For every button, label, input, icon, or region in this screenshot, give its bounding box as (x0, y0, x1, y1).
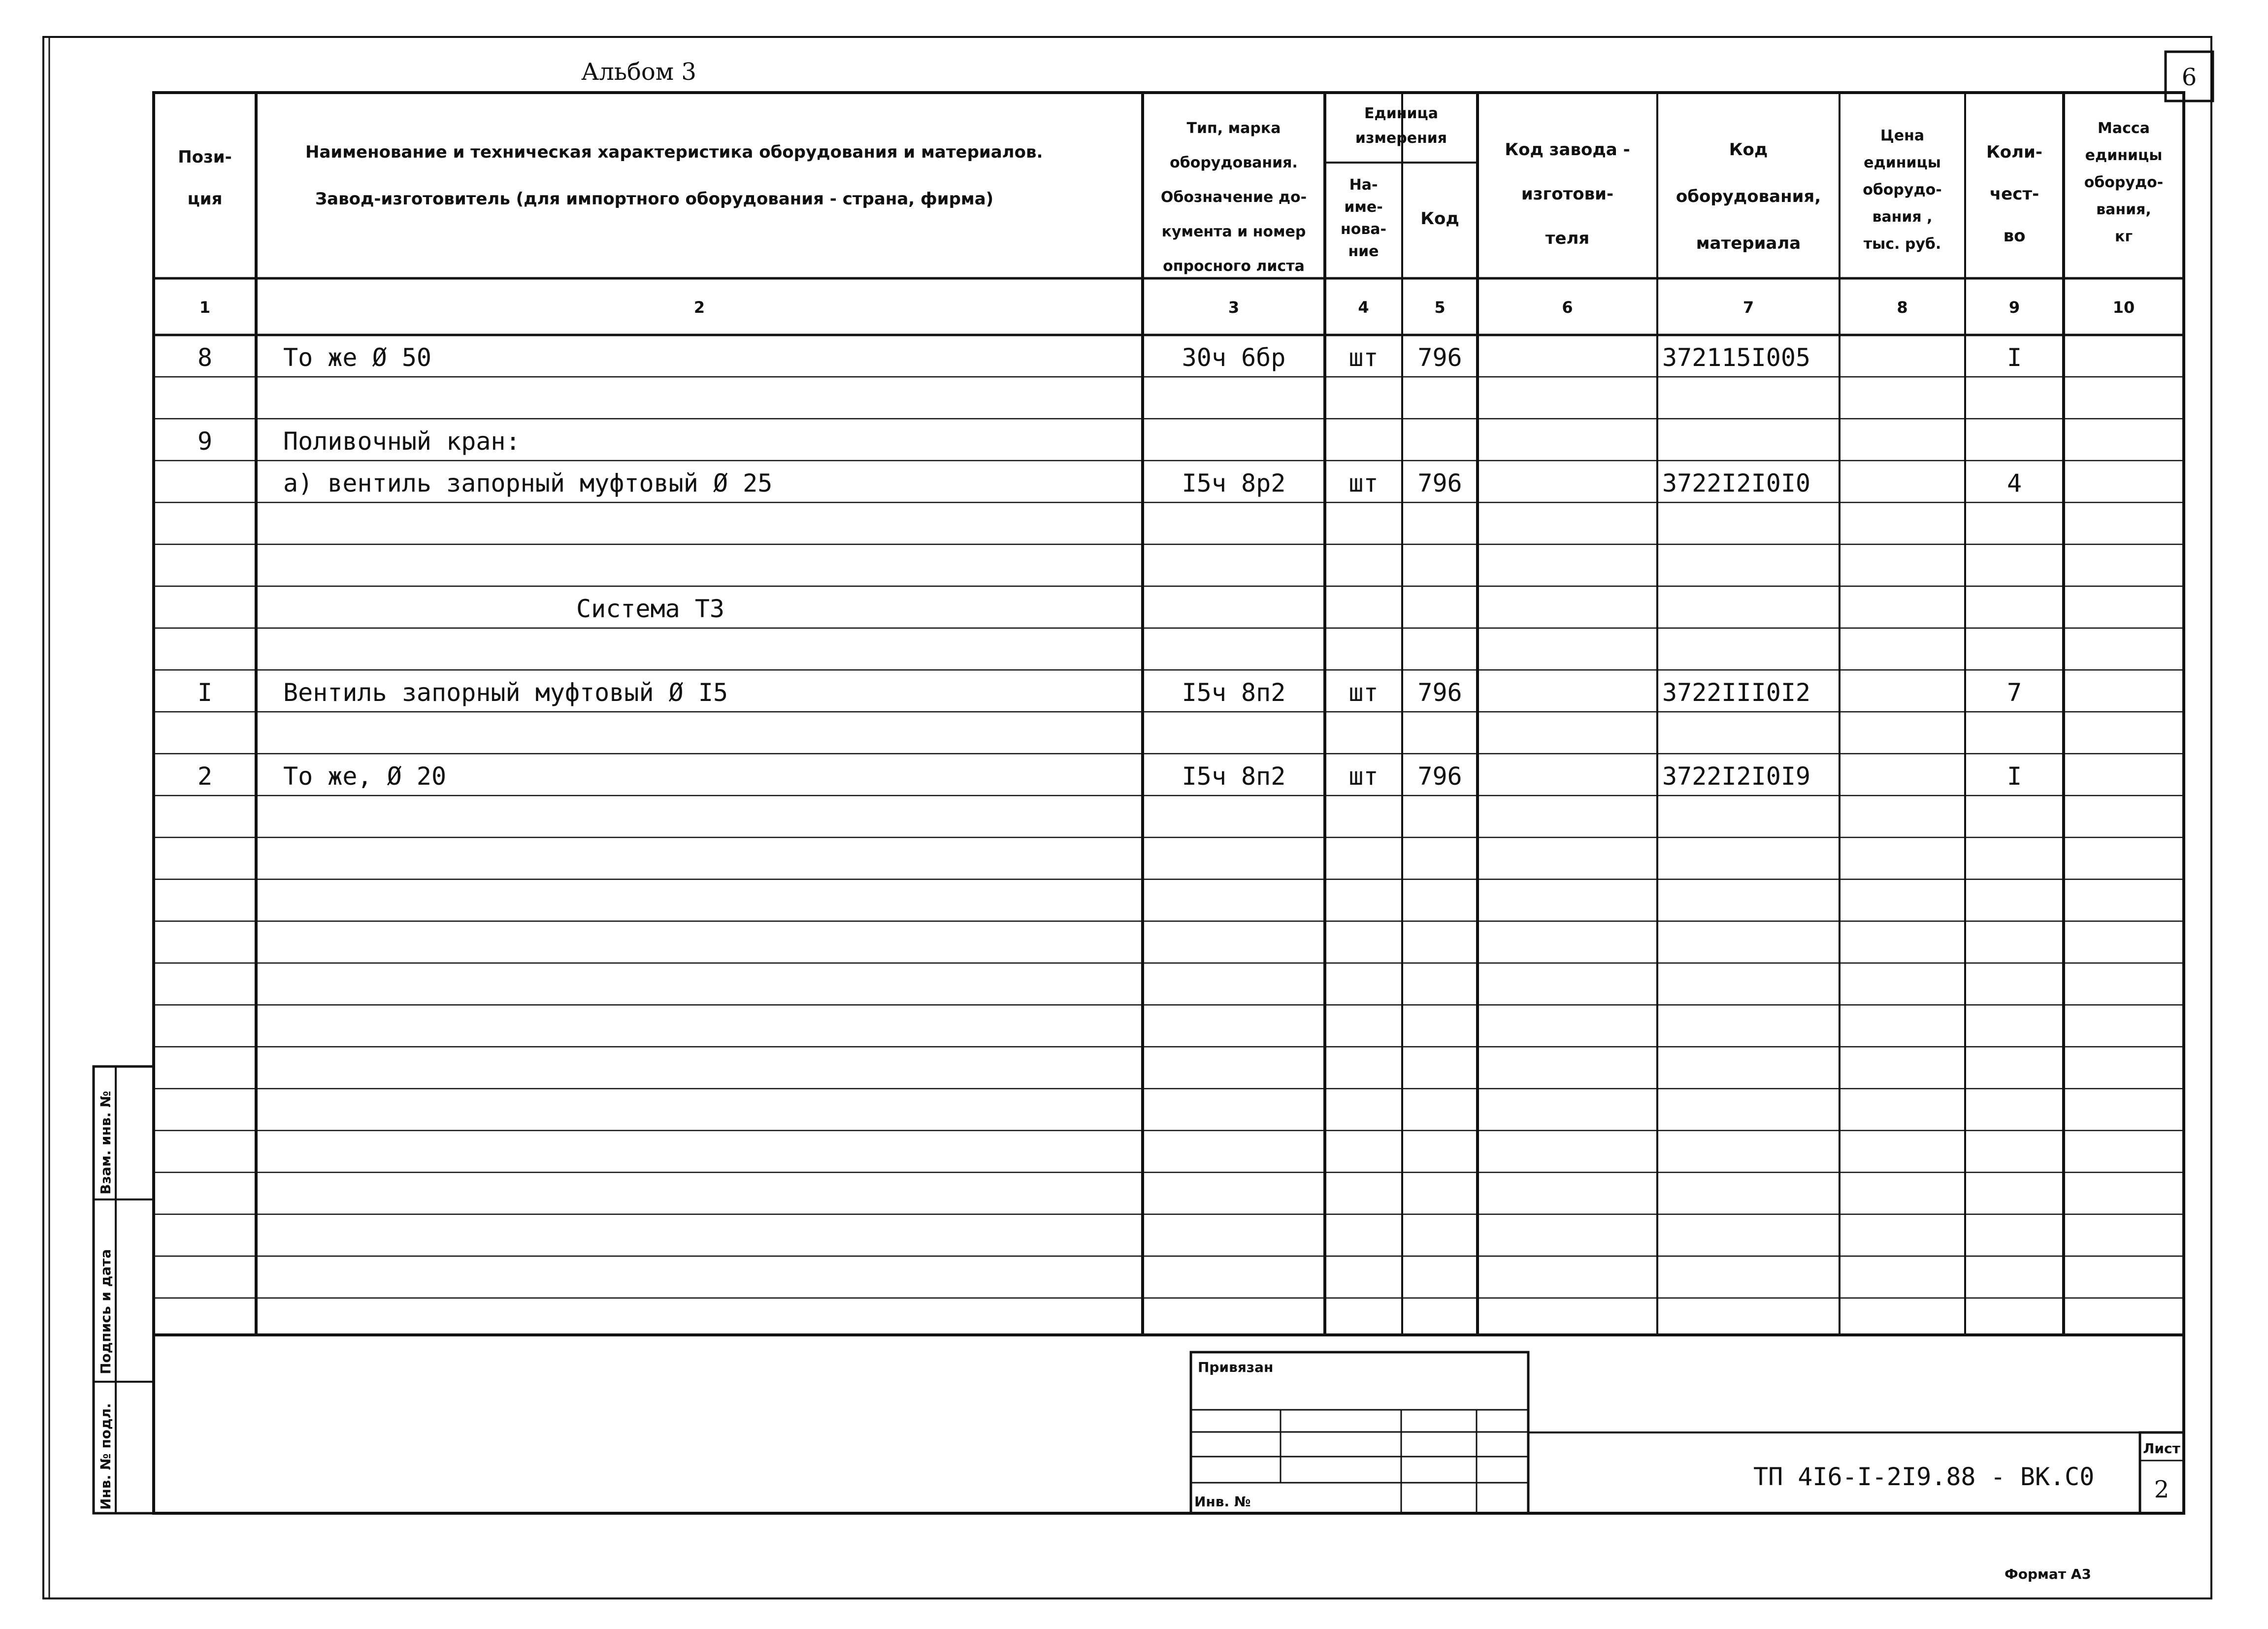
row-quantity: I (2006, 343, 2022, 372)
row-type: I5ч 8п2 (1182, 678, 1286, 707)
page-number: 6 (2181, 64, 2197, 91)
header-quantity: во (2003, 226, 2026, 246)
row-name: а) вентиль запорный муфтовый Ø 25 (283, 469, 773, 498)
header-factory-code: Код завода - (1505, 140, 1630, 160)
column-number: 5 (1434, 298, 1446, 317)
margin-stamp (94, 1066, 154, 1513)
row-equipment-code: 3722I2I0I0 (1662, 469, 1811, 498)
row-type: I5ч 8п2 (1182, 762, 1286, 791)
row-equipment-code: 3722I2I0I9 (1662, 762, 1811, 791)
row-type: 30ч 6бр (1182, 343, 1286, 372)
header-factory-code: изготови- (1521, 184, 1614, 204)
header-unit-name: име- (1344, 199, 1383, 216)
column-number: 1 (199, 298, 211, 317)
column-number: 7 (1742, 298, 1754, 317)
table-row (283, 469, 2022, 498)
header-quantity: Коли- (1986, 142, 2042, 162)
header-factory-code: теля (1545, 229, 1590, 248)
sheet-label: Лист (2143, 1440, 2180, 1457)
table-header (178, 105, 2163, 275)
table-row (197, 678, 2022, 707)
column-numbers-row (199, 298, 2135, 317)
margin-label-replaced-inv: Взам. инв. № (98, 1091, 114, 1195)
row-name: То же Ø 50 (283, 343, 432, 372)
column-number: 8 (1897, 298, 1908, 317)
header-price: вания , (1872, 208, 1933, 226)
row-type: I5ч 8р2 (1182, 469, 1286, 498)
row-equipment-code: 3722III0I2 (1662, 678, 1811, 707)
row-name: Система Т3 (576, 595, 725, 623)
stamp-inv-label: Инв. № (1194, 1494, 1251, 1510)
header-price: Цена (1880, 127, 1925, 144)
header-name: Наименование и техническая характеристика оборудования и материалов. (305, 142, 1043, 162)
table-row (197, 762, 2022, 791)
header-quantity: чест- (1989, 184, 2039, 204)
table-row (197, 343, 2022, 372)
row-quantity: 4 (2006, 469, 2022, 498)
header-type: оборудования. (1170, 154, 1298, 171)
row-unit: шт (1348, 343, 1379, 372)
header-equipment-code: Код (1729, 140, 1768, 160)
margin-label-original-inv: Инв. № подл. (98, 1403, 114, 1510)
frames (43, 37, 2211, 1598)
header-unit-group: измерения (1355, 130, 1447, 147)
row-position: I (197, 678, 213, 707)
header-equipment-code: оборудования, (1676, 187, 1821, 206)
row-equipment-code: 372115I005 (1662, 343, 1811, 372)
row-unit-code: 796 (1417, 678, 1462, 707)
table-row (197, 427, 521, 456)
header-position: Пози- (178, 147, 232, 167)
header-type: опросного листа (1163, 258, 1305, 275)
column-number: 10 (2112, 298, 2135, 317)
header-unit-code: Код (1420, 209, 1459, 229)
header-price: единицы (1864, 154, 1941, 171)
header-unit-name: На- (1349, 176, 1378, 194)
header-equipment-code: материала (1696, 233, 1801, 253)
row-name: То же, Ø 20 (283, 762, 447, 791)
sheet-number: 2 (2154, 1476, 2169, 1503)
header-unit-name: ние (1348, 243, 1379, 260)
header-type: Обозначение до- (1160, 189, 1307, 206)
row-unit: шт (1348, 762, 1379, 791)
header-type: кумента и номер (1161, 223, 1306, 240)
row-unit-code: 796 (1417, 762, 1462, 791)
format-label: Формат А3 (2005, 1566, 2091, 1582)
column-number: 2 (693, 298, 705, 317)
column-number: 9 (2008, 298, 2020, 317)
column-number: 3 (1228, 298, 1240, 317)
header-mass: кг (2114, 228, 2133, 245)
row-position: 8 (197, 343, 213, 372)
header-position: ция (187, 189, 223, 209)
header-mass: Масса (2098, 120, 2150, 137)
header-price: тыс. руб. (1863, 235, 1941, 253)
document-number: ТП 4I6-I-2I9.88 - ВК.С0 (1753, 1463, 2095, 1491)
row-quantity: I (2006, 762, 2022, 791)
stamp-tied-label: Привязан (1198, 1359, 1274, 1375)
header-mass: единицы (2085, 147, 2163, 164)
header-mass: вания, (2096, 201, 2151, 218)
header-unit-group: Единица (1364, 105, 1438, 122)
column-number: 4 (1358, 298, 1369, 317)
table-row (576, 595, 724, 623)
header-mass: оборудо- (2084, 174, 2164, 191)
header-unit-name: нова- (1340, 221, 1387, 238)
header-type: Тип, марка (1186, 120, 1281, 137)
margin-label-signature-date: Подпись и дата (98, 1249, 114, 1374)
row-position: 9 (197, 427, 213, 456)
row-position: 2 (197, 762, 213, 791)
row-name: Поливочный кран: (283, 427, 521, 456)
column-number: 6 (1562, 298, 1573, 317)
row-unit: шт (1348, 469, 1379, 498)
table-body (197, 343, 2022, 791)
album-title: Альбом 3 (581, 58, 696, 86)
row-unit-code: 796 (1417, 343, 1462, 372)
row-quantity: 7 (2006, 678, 2022, 707)
row-unit-code: 796 (1417, 469, 1462, 498)
table-grid (154, 93, 2184, 1335)
header-price: оборудо- (1863, 181, 1942, 199)
header-manufacturer: Завод-изготовитель (для импортного оборудования - страна, фирма) (315, 189, 994, 209)
row-name: Вентиль запорный муфтовый Ø I5 (283, 678, 728, 707)
row-unit: шт (1348, 678, 1379, 707)
